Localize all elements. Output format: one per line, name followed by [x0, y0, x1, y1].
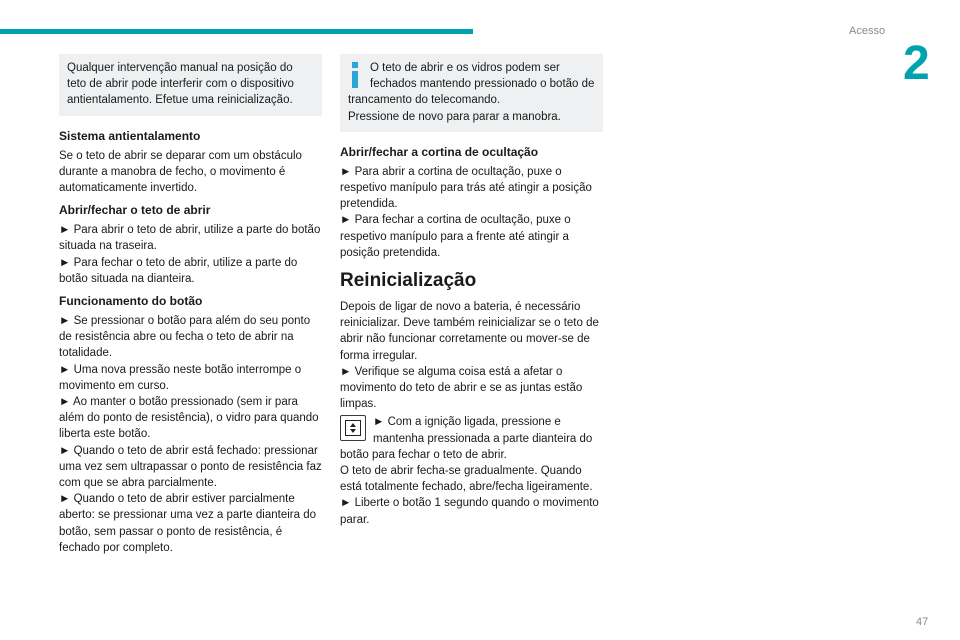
list-item: ► Ao manter o botão pressionado (sem ir para além do ponto de resistência), o vidro para quando liberta este botão.: [59, 396, 319, 441]
list-item: ► Quando o teto de abrir está fechado: pressionar uma vez sem ultrapassar o ponto de resistência faz com que se abra parcialmente.: [59, 444, 322, 490]
heading-cortina-ocultacao: Abrir/fechar a cortina de ocultação: [340, 144, 539, 159]
heading-antientalamento: Sistema antientalamento: [59, 128, 201, 143]
list-item: ► Para abrir a cortina de ocultação, puxe o respetivo manípulo para trás até atingir a posição pretendida.: [340, 165, 592, 211]
list-item: ► Com a ignição ligada, pressione e mantenha pressionada a parte dianteira do botão para fechar o teto de abrir.: [340, 416, 593, 461]
warning-note-text: Qualquer intervenção manual na posição do teto de abrir pode interferir com o dispositivo antientalamento. Efetue uma reinicialização.: [67, 62, 294, 107]
list-item: ► Se pressionar o botão para além do seu ponto de resistência abre ou fecha o teto de abrir na totalidade.: [59, 315, 311, 360]
list-item: ► Liberte o botão 1 segundo quando o movimento parar.: [340, 497, 599, 526]
heading-funcionamento-botao: Funcionamento do botão: [59, 294, 203, 309]
list-item: ► Uma nova pressão neste botão interrompe o movimento em curso.: [59, 363, 302, 392]
info-text: O teto de abrir e os vidros podem ser fechados mantendo pressionado o botão de trancamento do telecomando.: [348, 62, 595, 107]
paragraph-fecha-gradualmente: O teto de abrir fecha-se gradualmente. Quando está totalmente fechado, abre/fecha ligeiramente.: [340, 465, 593, 494]
info-icon: [348, 62, 362, 88]
list-item: ► Para fechar a cortina de ocultação, puxe o respetivo manípulo para a frente até atingir a posição pretendida.: [340, 214, 571, 259]
info-text-second: Pressione de novo para parar a manobra.: [348, 110, 561, 123]
paragraph-antientalamento: Se o teto de abrir se deparar com um obstáculo durante a manobra de fecho, o movimento é automaticamente invertido.: [59, 149, 302, 195]
list-item: ► Para abrir o teto de abrir, utilize a parte do botão situada na traseira.: [59, 224, 321, 253]
page-number: 47: [916, 616, 929, 628]
heading-abrir-fechar-teto: Abrir/fechar o teto de abrir: [59, 203, 211, 218]
heading-reinicializacao: Reinicialização: [340, 270, 477, 292]
info-box: [340, 54, 603, 132]
header-accent-bar: [0, 29, 473, 34]
list-item: ► Para fechar o teto de abrir, utilize a parte do botão situada na dianteira.: [59, 256, 298, 285]
paragraph-reinicializacao-intro: Depois de ligar de novo a bateria, é necessário reinicializar. Deve também reinicializar se o teto de abrir não funcionar corretamente ou mover-se de forma irregular.: [340, 301, 599, 362]
left-column: [59, 54, 322, 562]
list-item: ► Quando o teto de abrir estiver parcialmente aberto: se pressionar uma vez a parte dianteira do botão, sem passar o ponto de resistência, é fechado por completo.: [59, 493, 316, 554]
right-column: [340, 54, 603, 534]
chapter-number: 2: [903, 37, 930, 90]
button-instruction: [340, 414, 603, 463]
roof-button-icon: [340, 415, 366, 441]
warning-note-box: [59, 54, 322, 116]
list-item: ► Verifique se alguma coisa está a afetar o movimento do teto de abrir e se as juntas estão limpas.: [340, 365, 583, 411]
section-title: Acesso: [849, 25, 886, 37]
